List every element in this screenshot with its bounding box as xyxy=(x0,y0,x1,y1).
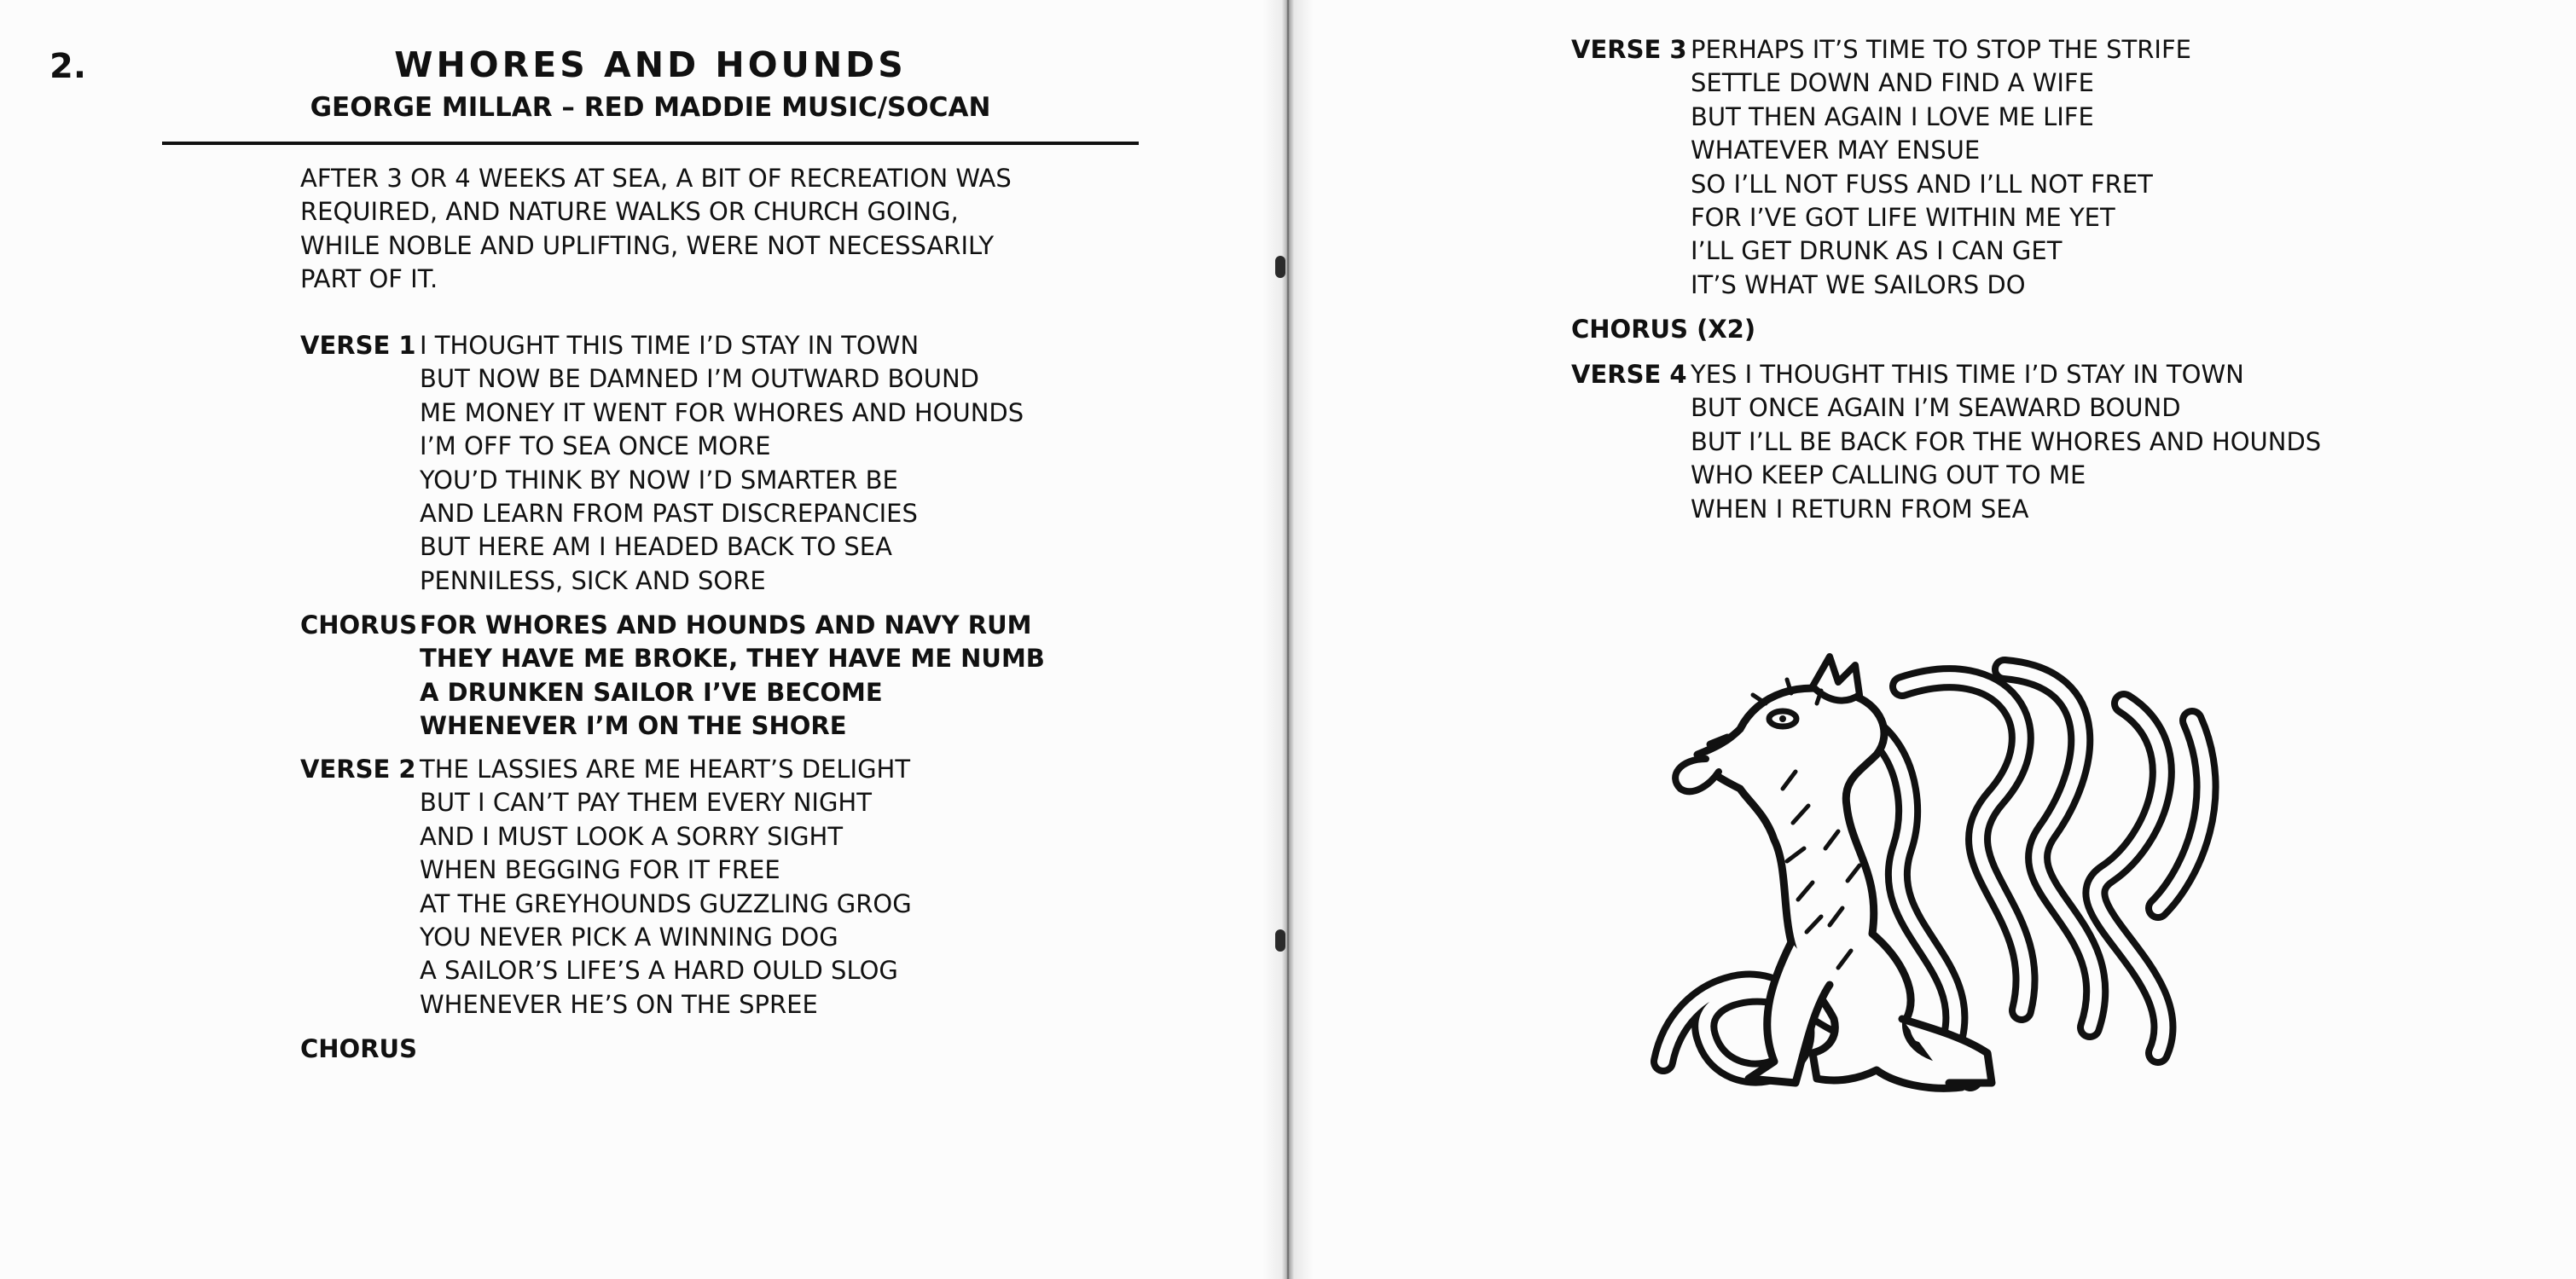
lyric-line: BUT HERE AM I HEADED BACK TO SEA xyxy=(420,532,892,562)
lyric-line: AND LEARN FROM PAST DISCREPANCIES xyxy=(420,499,918,529)
lyric-line: A SAILOR’S LIFE’S A HARD OULD SLOG xyxy=(420,956,898,986)
staple xyxy=(1275,256,1285,278)
lyric-line: BUT THEN AGAIN I LOVE ME LIFE xyxy=(1691,101,2094,131)
lyric-line: BUT ONCE AGAIN I’M SEAWARD BOUND xyxy=(1691,393,2181,423)
lyric-line: BUT I’LL BE BACK FOR THE WHORES AND HOUNDS xyxy=(1691,426,2322,456)
lyric-line: WHATEVER MAY ENSUE xyxy=(1691,136,1981,165)
lyric-line: I THOUGHT THIS TIME I’D STAY IN TOWN xyxy=(420,331,920,360)
lyric-line: BUT I CAN’T PAY THEM EVERY NIGHT xyxy=(420,788,872,818)
title-divider xyxy=(162,142,1139,145)
lyric-lines xyxy=(420,329,1024,598)
section-label: VERSE 2 xyxy=(300,755,416,784)
lyric-line: YES I THOUGHT THIS TIME I’D STAY IN TOWN xyxy=(1691,360,2244,389)
verse-1 xyxy=(300,329,1024,598)
lyric-line: WHENEVER I’M ON THE SHORE xyxy=(420,711,847,741)
lyric-line: SO I’LL NOT FUSS AND I’LL NOT FRET xyxy=(1691,169,2153,199)
song-credit: GEORGE MILLAR – RED MADDIE MUSIC/SOCAN xyxy=(310,92,991,123)
staple xyxy=(1275,929,1285,952)
verse-4 xyxy=(1571,358,2321,526)
lyric-line: FOR WHORES AND HOUNDS AND NAVY RUM xyxy=(420,611,1032,640)
lyric-line: ME MONEY IT WENT FOR WHORES AND HOUNDS xyxy=(420,397,1024,427)
lyric-line: WHENEVER HE’S ON THE SPREE xyxy=(420,989,818,1019)
lyric-line: I’M OFF TO SEA ONCE MORE xyxy=(420,431,771,461)
lyric-line: PERHAPS IT’S TIME TO STOP THE STRIFE xyxy=(1691,35,2191,64)
lyric-line: BUT NOW BE DAMNED I’M OUTWARD BOUND xyxy=(420,364,980,394)
section-label: VERSE 1 xyxy=(300,331,416,360)
lyric-line: I’LL GET DRUNK AS I CAN GET xyxy=(1691,236,2063,266)
lyric-line: FOR I’VE GOT LIFE WITHIN ME YET xyxy=(1691,203,2115,233)
chorus-repeat-label: CHORUS xyxy=(300,1034,417,1063)
lyric-line: THE LASSIES ARE ME HEART’S DELIGHT xyxy=(420,755,911,784)
verse-3 xyxy=(1571,33,2191,302)
lyric-line: THEY HAVE ME BROKE, THEY HAVE ME NUMB xyxy=(420,644,1045,674)
lyric-line: A DRUNKEN SAILOR I’VE BECOME xyxy=(420,677,883,707)
lyric-line: IT’S WHAT WE SAILORS DO xyxy=(1691,269,2026,299)
lyric-line: YOU’D THINK BY NOW I’D SMARTER BE xyxy=(420,465,898,495)
verse-2 xyxy=(300,753,912,1021)
section-label: VERSE 3 xyxy=(1571,35,1687,64)
lyric-line: YOU NEVER PICK A WINNING DOG xyxy=(420,923,838,952)
lyric-line: PENNILESS, SICK AND SORE xyxy=(420,565,766,595)
song-title: WHORES AND HOUNDS xyxy=(394,44,907,85)
chorus xyxy=(300,609,1045,744)
book-spine xyxy=(1262,0,1314,1279)
track-number: 2. xyxy=(49,47,87,86)
celtic-knot-hound-icon xyxy=(1646,652,2235,1113)
chorus-x2-label: CHORUS (X2) xyxy=(1571,315,1756,344)
section-label: CHORUS xyxy=(300,611,417,640)
lyric-line: WHEN BEGGING FOR IT FREE xyxy=(420,855,780,885)
lyric-lines xyxy=(1691,33,2191,302)
lyric-line: WHO KEEP CALLING OUT TO ME xyxy=(1691,460,2086,490)
lyric-lines xyxy=(420,753,912,1021)
section-label: VERSE 4 xyxy=(1571,360,1687,389)
lyric-lines xyxy=(420,609,1045,744)
lyric-line: SETTLE DOWN AND FIND A WIFE xyxy=(1691,68,2094,98)
lyric-line: AND I MUST LOOK A SORRY SIGHT xyxy=(420,821,844,851)
lyric-line: WHEN I RETURN FROM SEA xyxy=(1691,494,2029,524)
intro-paragraph: AFTER 3 OR 4 WEEKS AT SEA, A BIT OF RECREATION WAS REQUIRED, AND NATURE WALKS OR CHURCH GOING, WHILE NOBLE AND UPLIFTING, WERE NOT NECESSARILY PART OF IT. xyxy=(300,164,1012,294)
lyric-line: AT THE GREYHOUNDS GUZZLING GROG xyxy=(420,888,912,918)
lyric-lines xyxy=(1691,358,2321,526)
